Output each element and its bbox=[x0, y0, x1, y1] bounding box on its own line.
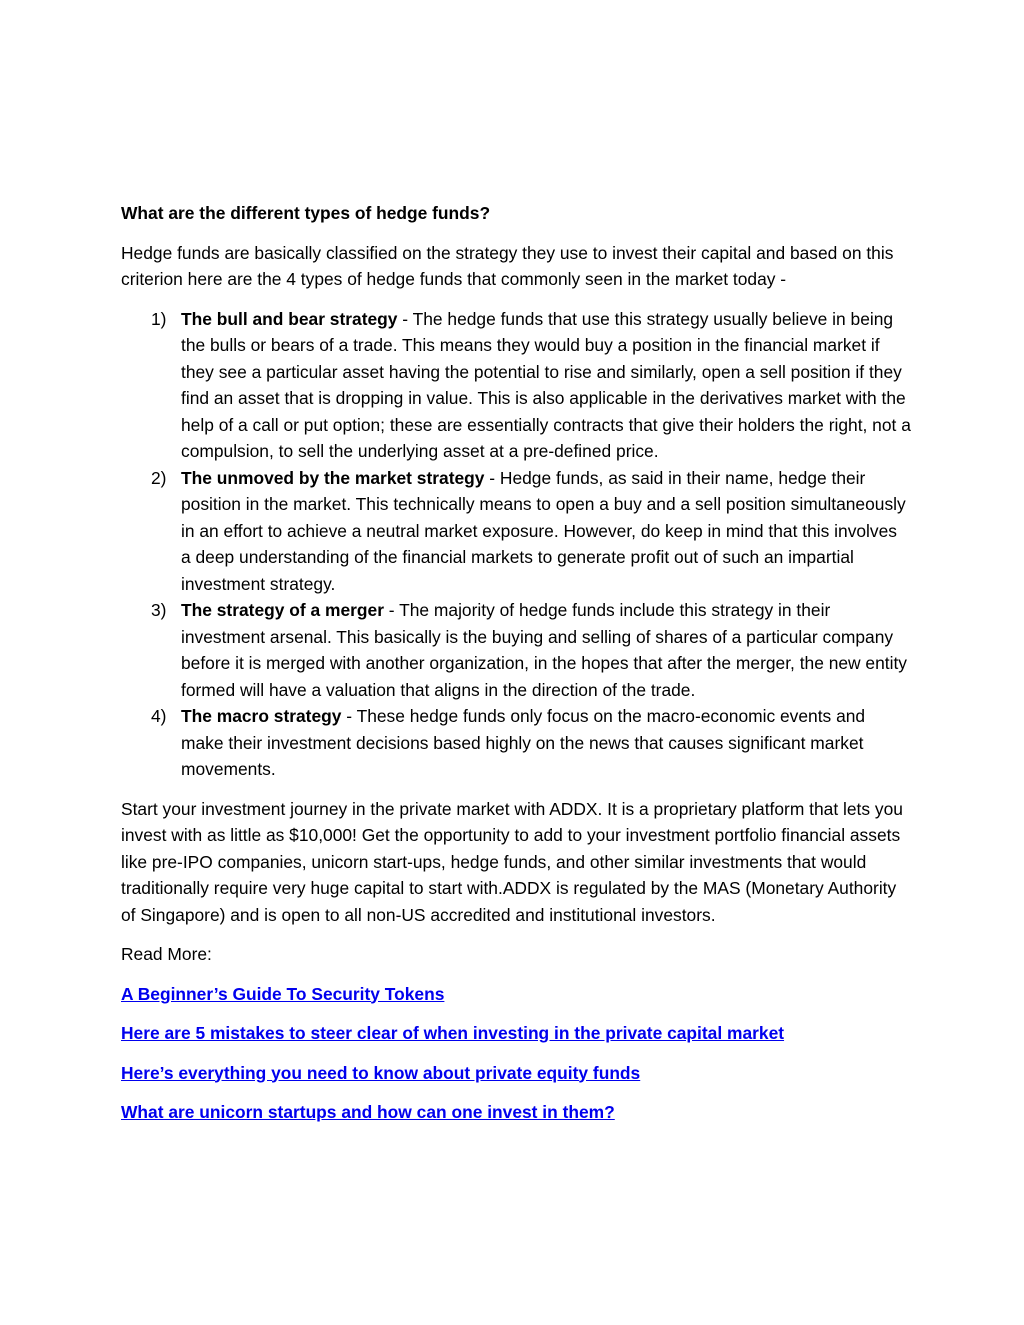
link-security-tokens-guide[interactable]: A Beginner’s Guide To Security Tokens bbox=[121, 983, 445, 1004]
read-more-label: Read More: bbox=[121, 944, 212, 964]
strategy-description: - The hedge funds that use this strategy usually believe in being the bulls or bears of a trade. This means they would buy a position in the financial market if they see a particular asset having the potential to rise and similarly, open a sell position if they find an asset that is dropping in value. This is also applicable in the derivatives market with the help of a call or put option; these are essentially contracts that give their holders the right, not a compulsion, to sell the underlying asset at a pre-defined price. bbox=[181, 308, 911, 461]
list-number: 3) bbox=[151, 600, 167, 620]
strategy-description: - These hedge funds only focus on the macro-economic events and make their investment decisions based highly on the news that causes significant market movements. bbox=[181, 706, 866, 779]
list-item bbox=[121, 597, 911, 703]
related-link-item bbox=[121, 1020, 911, 1047]
list-number: 1) bbox=[151, 308, 167, 329]
list-number: 4) bbox=[151, 706, 167, 726]
list-item bbox=[121, 465, 911, 598]
closing-paragraph: Start your investment journey in the private market with ADDX. It is a proprietary platform that lets you invest with as little as $10,000! Get the opportunity to add to your investment portfolio financial assets like pre-IPO companies, unicorn start-ups, hedge funds, and other similar investments that would traditionally require very huge capital to start with.ADDX is regulated by the MAS (Monetary Authority of Singapore) and is open to all non-US accredited and institutional investors. bbox=[121, 798, 903, 925]
strategy-term: The bull and bear strategy bbox=[181, 308, 398, 329]
link-private-equity-funds[interactable]: Here’s everything you need to know about private equity funds bbox=[121, 1062, 641, 1083]
strategy-term: The strategy of a merger bbox=[181, 600, 384, 620]
related-link-item bbox=[121, 1099, 911, 1126]
list-item bbox=[121, 703, 911, 783]
related-link-item bbox=[121, 981, 911, 1008]
link-unicorn-startups[interactable]: What are unicorn startups and how can one invest in them? bbox=[121, 1102, 615, 1122]
strategy-term: The unmoved by the market strategy bbox=[181, 467, 485, 488]
strategy-description: - The majority of hedge funds include this strategy in their investment arsenal. This basically is the buying and selling of shares of a particular company before it is merged with another organization, in the hopes that after the merger, the new entity formed will have a valuation that aligns in the direction of the trade. bbox=[181, 600, 907, 700]
link-private-capital-mistakes[interactable]: Here are 5 mistakes to steer clear of when investing in the private capital market bbox=[121, 1023, 785, 1043]
document-page bbox=[121, 200, 911, 1139]
related-link-item bbox=[121, 1060, 911, 1087]
section-heading: What are the different types of hedge funds? bbox=[121, 203, 491, 223]
strategy-term: The macro strategy bbox=[181, 706, 342, 726]
list-number: 2) bbox=[151, 467, 167, 488]
strategy-description: - Hedge funds, as said in their name, hedge their position in the market. This technically means to open a buy and a sell position simultaneously in an effort to achieve a neutral market exposure. However, do keep in mind that this involves a deep understanding of the financial markets to generate profit out of such an impartial investment strategy. bbox=[181, 467, 906, 594]
strategy-list bbox=[121, 306, 911, 783]
list-item bbox=[121, 306, 911, 465]
intro-paragraph: Hedge funds are basically classified on the strategy they use to invest their capital and based on this criterion here are the 4 types of hedge funds that commonly seen in the market today - bbox=[121, 242, 894, 289]
